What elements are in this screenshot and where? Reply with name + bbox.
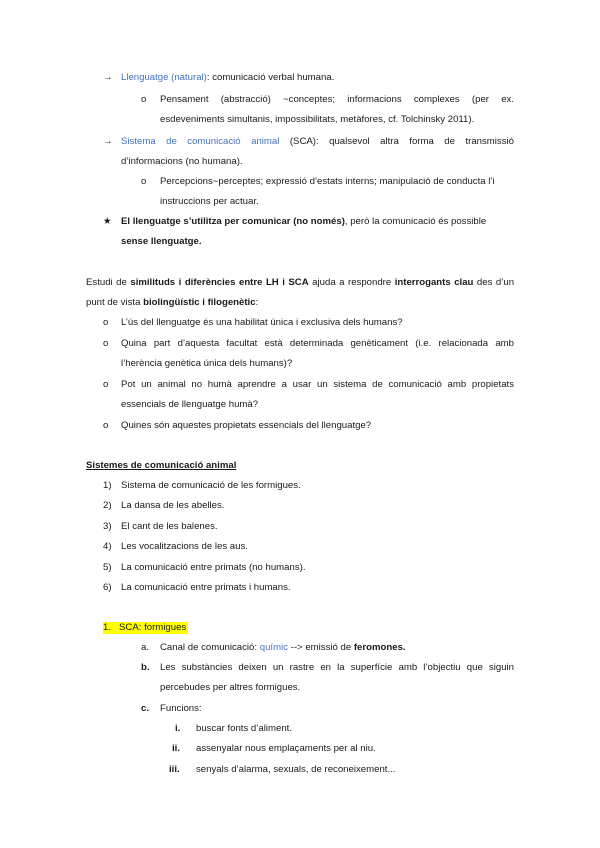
question-text: essencials de llenguatge humà? (121, 399, 259, 410)
heading-text: SCA: formigues (119, 622, 187, 633)
sub-item: Les substàncies deixen un rastre en la superfície amb l’objectiu que siguin (160, 662, 514, 673)
sub-item-part: Canal de comunicació: (160, 642, 260, 653)
bold-statement: sense llenguatge. (121, 236, 202, 247)
roman-marker: iii. (169, 764, 180, 775)
list-item: Les vocalitzacions de les aus. (121, 541, 248, 552)
paragraph-line (86, 297, 258, 309)
sub-bullet-text: Percepcions~perceptes; expressió d’estats interns; manipulació de conducta l’i (160, 176, 495, 187)
statement-part: , però la comunicació és possible (344, 216, 487, 227)
sub-marker: b. (141, 662, 150, 673)
statement-part: El llenguatge s’utilitza per comunicar (no només) (121, 216, 345, 227)
bold-statement (121, 216, 486, 228)
question-text: Quina part d’aquesta facultat està determinada genèticament (i.e. relacionada amb (121, 338, 514, 349)
list-number: 6) (103, 582, 112, 593)
question-text: Pot un animal no humà aprendre a usar un sistema de comunicació amb propietats (121, 379, 514, 390)
arrow-icon: → (103, 72, 113, 83)
term-natural-language: Llenguatge (natural) (121, 72, 207, 83)
sub-item: Funcions: (160, 703, 202, 714)
paragraph-part: Estudi de (86, 277, 131, 288)
paragraph-part: ajuda a respondre (308, 277, 395, 288)
sub-item-part: --> emissió de (288, 642, 354, 653)
question-bullet: o (103, 317, 109, 328)
sub-item (160, 642, 406, 654)
sub-bullet-text: Pensament (abstracció) ~conceptes; informacions complexes (per ex. (160, 94, 514, 105)
list-item: La dansa de les abelles. (121, 500, 225, 511)
paragraph-part: similituds i diferències entre LH i SCA (130, 277, 309, 288)
bullet-text: d’informacions (no humana). (121, 156, 243, 167)
heading-number: 1. (103, 622, 112, 633)
paragraph-line (86, 277, 514, 289)
section-heading: Sistemes de comunicació animal (86, 460, 237, 471)
sub-item-part: feromones. (353, 642, 406, 653)
definition-text: (SCA): qualsevol altra forma de transmissió (279, 136, 514, 147)
question-text: l’herència genètica única dels humans)? (121, 358, 293, 369)
question-text: L’ús del llenguatge és una habilitat única i exclusiva dels humans? (121, 317, 403, 328)
sub-marker: a. (141, 642, 150, 653)
star-icon: ★ (103, 216, 112, 227)
list-item: La comunicació entre primats (no humans). (121, 562, 306, 573)
sub-bullet: o (141, 176, 147, 187)
function-item: buscar fonts d’aliment. (196, 723, 292, 734)
roman-marker: i. (175, 723, 181, 734)
roman-marker: ii. (172, 743, 180, 754)
bullet-line (121, 136, 514, 148)
function-item: assenyalar nous emplaçaments per al niu. (196, 743, 376, 754)
question-bullet: o (103, 338, 109, 349)
arrow-icon: → (103, 136, 113, 147)
highlighted-heading (103, 622, 188, 634)
sub-bullet: o (141, 94, 147, 105)
list-number: 1) (103, 480, 112, 491)
function-item: senyals d’alarma, sexuals, de reconeixement... (196, 764, 396, 775)
paragraph-part: des d’un (473, 277, 515, 288)
list-number: 3) (103, 521, 112, 532)
list-item: El cant de les balenes. (121, 521, 218, 532)
list-number: 2) (103, 500, 112, 511)
question-bullet: o (103, 379, 109, 390)
list-item: Sistema de comunicació de les formigues. (121, 480, 301, 491)
term-animal-communication: Sistema de comunicació animal (121, 136, 280, 147)
list-item: La comunicació entre primats i humans. (121, 582, 291, 593)
paragraph-part: punt de vista (86, 297, 144, 308)
definition-text: : comunicació verbal humana. (206, 72, 335, 83)
sub-item: percebudes per altres formigues. (160, 682, 301, 693)
question-bullet: o (103, 420, 109, 431)
paragraph-part: interrogants clau (394, 277, 474, 288)
question-text: Quines són aquestes propietats essencials del llenguatge? (121, 420, 372, 431)
paragraph-part: : (255, 297, 259, 308)
sub-bullet-text: esdeveniments simultanis, impossibilitats, metàfores, cf. Tolchinsky 2011). (160, 114, 475, 125)
list-number: 5) (103, 562, 112, 573)
sub-marker: c. (141, 703, 150, 714)
paragraph-part: biolingüístic i filogenètic (143, 297, 256, 308)
sub-item-part: químic (259, 642, 288, 653)
bullet-line (121, 72, 334, 84)
sub-bullet-text: instruccions per actuar. (160, 196, 259, 207)
list-number: 4) (103, 541, 112, 552)
